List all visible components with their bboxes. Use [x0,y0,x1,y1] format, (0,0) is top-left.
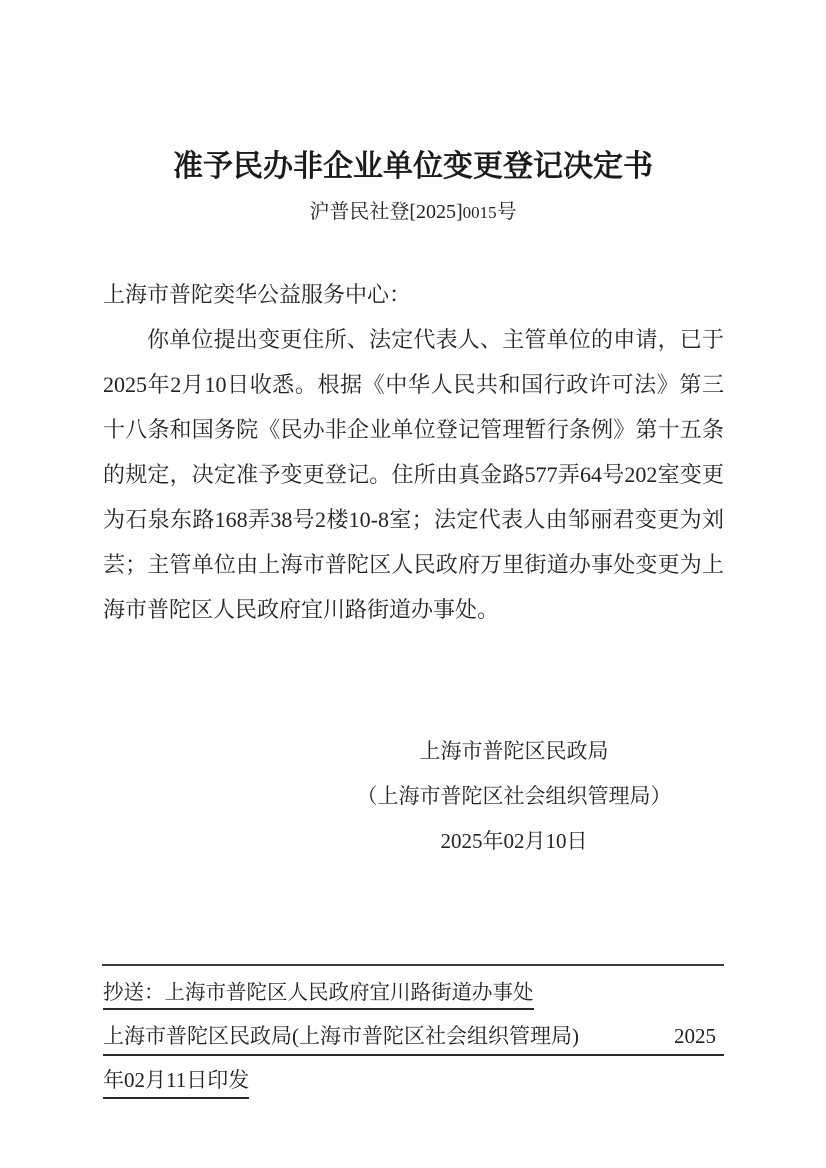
body-line: 2025年2月10日收悉。根据《中华人民共和国行政许可法》第三 [103,372,724,397]
body-line: 为石泉东路168弄38号2楼10-8室；法定代表人由邹丽君变更为刘 [103,507,724,532]
signature-org: 上海市普陀区民政局 [419,739,609,763]
document-number-prefix: 沪普民社登[2025] [309,201,463,223]
document-number [0,195,826,224]
salutation-line: 上海市普陀奕华公益服务中心： [103,282,412,307]
footer-separator-line [102,964,724,966]
body-line: 海市普陀区人民政府宜川路街道办事处。 [103,597,500,622]
document-number-suffix: 号 [496,201,517,223]
body-line: 十八条和国务院《民办非企业单位登记管理暂行条例》第十五条 [103,417,724,442]
body-line: 芸；主管单位由上海市普陀区人民政府万里街道办事处变更为上 [103,552,724,577]
document-body [103,272,724,632]
footer-issue-year: 2025 [674,1024,716,1048]
footer-issue-date-line [103,1064,249,1099]
signature-org-alt: （上海市普陀区社会组织管理局） [356,784,672,808]
signature-date: 2025年02月10日 [440,829,588,853]
document-number-serial: 0015 [462,203,497,222]
footer-issuer-text: 上海市普陀区民政局(上海市普陀区社会组织管理局) [103,1024,579,1048]
body-line: 你单位提出变更住所、法定代表人、主管单位的申请，已于 [147,327,724,352]
footer-cc-text: 抄送：上海市普陀区人民政府宜川路街道办事处 [103,975,534,1010]
signature-block [304,729,724,864]
document-title: 准予民办非企业单位变更登记决定书 [173,150,653,183]
footer-cc-line [103,975,534,1010]
footer-issuer-line [103,1020,724,1056]
footer-issue-date-text: 年02月11日印发 [103,1064,249,1099]
body-line: 的规定，决定准予变更登记。住所由真金路577弄64号202室变更 [103,462,724,487]
